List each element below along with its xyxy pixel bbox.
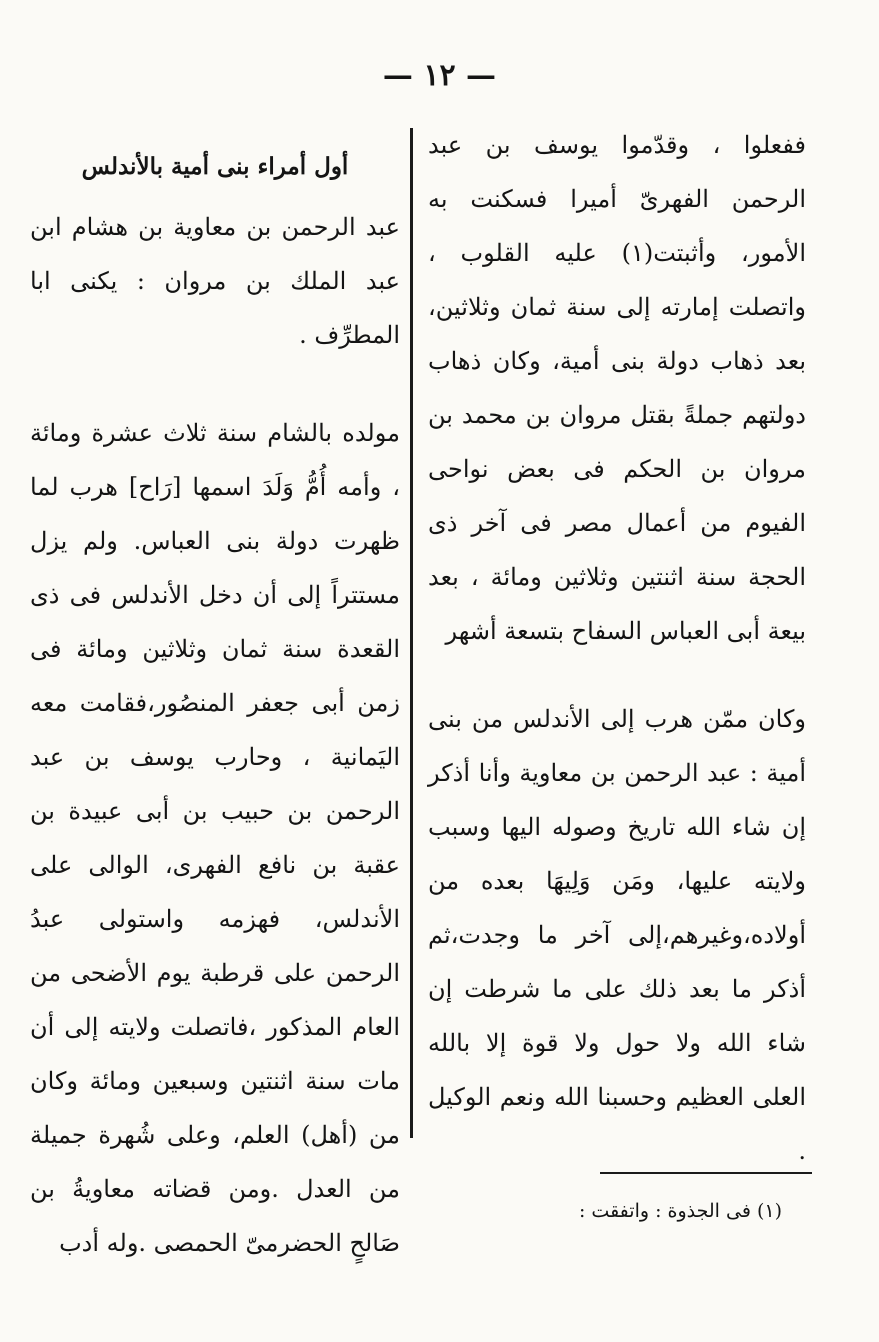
paragraph: ففعلوا ، وقدّموا يوسف بن عبد الرحمن الفهرىّ أميرا فسكنت به الأمور، وأثبتت(١) عليه القلوب ، واتصلت إمارته إلى سنة ثمان وثلاثين، بعد ذهاب دولة بنى أمية، وكان ذهاب دولتهم جملةً بقتل مروان بن محمد بن مروان بن الحكم فى بعض نواحى الفيوم من أعمال مصر فى آخر ذى الحجة سنة اثنتين وثلاثين ومائة ، بعد بيعة أبى العباس السفاح بتسعة أشهر [428,131,806,645]
footnote: (١) فى الجذوة : واتفقت : [578,1200,782,1222]
paragraph-gap [30,362,400,406]
section-heading: أول أمراء بنى أمية بالأندلس [81,153,349,180]
paragraph-gap [428,658,806,692]
footnote-separator [600,1172,812,1174]
left-column [30,140,400,1270]
page-number: — ١٢ — [382,58,497,93]
paragraph: مولده بالشام سنة ثلاث عشرة ومائة ، وأمه أُمُّ وَلَدَ اسمها [رَاح] هرب لما ظهرت دولة بنى العباس. ولم يزل مستتراً إلى أن دخل الأندلس فى ذى القعدة سنة ثمان وثلاثين ومائة فى زمن أبى جعفر المنصُور،فقامت معه اليَمانية ، وحارب يوسف بن عبد الرحمن بن حبيب بن أبى عبيدة بن عقبة بن نافع الفهرى، الوالى على الأندلس، فهزمه واستولى عبدُ الرحمن على قرطبة يوم الأضحى من العام المذكور ،فاتصلت ولايته إلى أن مات سنة اثنتين وسبعين ومائة وكان من (أهل) العلم، وعلى شُهرة جميلة من العدل .ومن قضاته معاويةُ بن صَالحٍ الحضرمىّ الحمصى .وله أدب [30,419,400,1257]
right-column [428,118,806,1178]
paragraph: وكان ممّن هرب إلى الأندلس من بنى أمية : عبد الرحمن بن معاوية وأنا أذكر إن شاء الله تاريخ وصوله اليها وسبب ولايته عليها، ومَن وَلِيهَا بعده من أولاده،وغيرهم،إلى آخر ما وجدت،ثم أذكر ما بعد ذلك على ما شرطت إن شاء الله ولا حول ولا قوة إلا بالله العلى العظيم وحسبنا الله ونعم الوكيل . [428,705,807,1165]
column-divider [410,128,413,1138]
paragraph: عبد الرحمن بن معاوية بن هشام ابن عبد الملك بن مروان : يكنى ابا المطرِّف . [30,213,400,349]
